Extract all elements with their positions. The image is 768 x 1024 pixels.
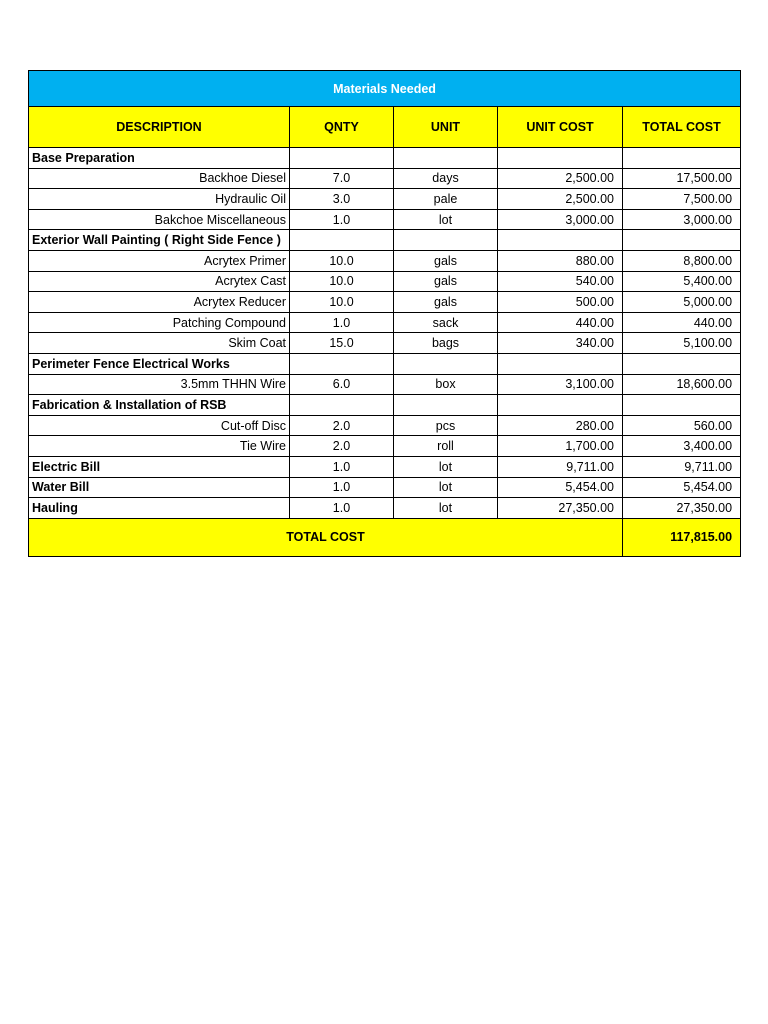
unit-cell: pale <box>394 189 498 210</box>
table-row <box>29 374 741 395</box>
total-label: TOTAL COST <box>29 518 623 556</box>
table-row <box>29 333 741 354</box>
desc-cell: Perimeter Fence Electrical Works <box>29 353 290 374</box>
qnty-cell: 10.0 <box>290 292 394 313</box>
desc-cell: Skim Coat <box>29 333 290 354</box>
desc-cell: Water Bill <box>29 477 290 498</box>
table-row <box>29 312 741 333</box>
unit-cost-cell <box>498 395 623 416</box>
total-cell: 5,400.00 <box>623 271 741 292</box>
total-cell: 27,350.00 <box>623 498 741 519</box>
total-cell: 18,600.00 <box>623 374 741 395</box>
table-row <box>29 168 741 189</box>
desc-cell: Exterior Wall Painting ( Right Side Fence ) <box>29 230 290 251</box>
unit-cell: roll <box>394 436 498 457</box>
section-row <box>29 148 741 169</box>
table-row <box>29 415 741 436</box>
total-cell: 9,711.00 <box>623 456 741 477</box>
section-row <box>29 230 741 251</box>
total-cell <box>623 395 741 416</box>
unit-cell: lot <box>394 498 498 519</box>
unit-cost-cell: 880.00 <box>498 250 623 271</box>
header-unit-cost: UNIT COST <box>498 107 623 148</box>
qnty-cell: 3.0 <box>290 189 394 210</box>
unit-cell <box>394 353 498 374</box>
unit-cost-cell: 27,350.00 <box>498 498 623 519</box>
section-row <box>29 498 741 519</box>
table-row <box>29 189 741 210</box>
unit-cell: days <box>394 168 498 189</box>
table-row <box>29 271 741 292</box>
unit-cell <box>394 230 498 251</box>
unit-cell: pcs <box>394 415 498 436</box>
unit-cost-cell <box>498 230 623 251</box>
qnty-cell: 1.0 <box>290 312 394 333</box>
section-row <box>29 477 741 498</box>
unit-cost-cell <box>498 353 623 374</box>
materials-table <box>28 70 741 557</box>
qnty-cell <box>290 353 394 374</box>
total-cell: 5,000.00 <box>623 292 741 313</box>
desc-cell: Backhoe Diesel <box>29 168 290 189</box>
total-cell: 3,000.00 <box>623 209 741 230</box>
total-cell: 5,100.00 <box>623 333 741 354</box>
unit-cost-cell: 3,000.00 <box>498 209 623 230</box>
desc-cell: Hydraulic Oil <box>29 189 290 210</box>
desc-cell: Tie Wire <box>29 436 290 457</box>
unit-cell: bags <box>394 333 498 354</box>
unit-cost-cell: 340.00 <box>498 333 623 354</box>
section-row <box>29 353 741 374</box>
unit-cell <box>394 395 498 416</box>
qnty-cell: 6.0 <box>290 374 394 395</box>
total-cell <box>623 148 741 169</box>
header-qnty: QNTY <box>290 107 394 148</box>
desc-cell: Hauling <box>29 498 290 519</box>
qnty-cell: 2.0 <box>290 436 394 457</box>
unit-cell <box>394 148 498 169</box>
total-cell: 3,400.00 <box>623 436 741 457</box>
desc-cell: Fabrication & Installation of RSB <box>29 395 290 416</box>
unit-cell: gals <box>394 271 498 292</box>
desc-cell: Base Preparation <box>29 148 290 169</box>
table-title: Materials Needed <box>29 71 741 107</box>
section-row <box>29 395 741 416</box>
section-row <box>29 456 741 477</box>
unit-cell: lot <box>394 456 498 477</box>
qnty-cell: 1.0 <box>290 456 394 477</box>
title-row <box>29 71 741 107</box>
table-row <box>29 209 741 230</box>
desc-cell: 3.5mm THHN Wire <box>29 374 290 395</box>
total-cell: 440.00 <box>623 312 741 333</box>
unit-cell: gals <box>394 292 498 313</box>
desc-cell: Acrytex Primer <box>29 250 290 271</box>
unit-cost-cell: 500.00 <box>498 292 623 313</box>
total-cell: 17,500.00 <box>623 168 741 189</box>
unit-cell: box <box>394 374 498 395</box>
desc-cell: Acrytex Reducer <box>29 292 290 313</box>
unit-cost-cell: 3,100.00 <box>498 374 623 395</box>
unit-cell: lot <box>394 209 498 230</box>
qnty-cell: 1.0 <box>290 209 394 230</box>
total-cell <box>623 230 741 251</box>
total-cell: 8,800.00 <box>623 250 741 271</box>
desc-cell: Cut-off Disc <box>29 415 290 436</box>
desc-cell: Acrytex Cast <box>29 271 290 292</box>
unit-cost-cell: 440.00 <box>498 312 623 333</box>
header-unit: UNIT <box>394 107 498 148</box>
qnty-cell: 7.0 <box>290 168 394 189</box>
total-cell: 7,500.00 <box>623 189 741 210</box>
unit-cost-cell: 540.00 <box>498 271 623 292</box>
unit-cost-cell: 1,700.00 <box>498 436 623 457</box>
unit-cell: sack <box>394 312 498 333</box>
unit-cost-cell: 280.00 <box>498 415 623 436</box>
qnty-cell: 10.0 <box>290 271 394 292</box>
table-row <box>29 292 741 313</box>
header-total-cost: TOTAL COST <box>623 107 741 148</box>
qnty-cell: 1.0 <box>290 477 394 498</box>
table-row <box>29 250 741 271</box>
header-description: DESCRIPTION <box>29 107 290 148</box>
total-row <box>29 518 741 556</box>
desc-cell: Electric Bill <box>29 456 290 477</box>
table-row <box>29 436 741 457</box>
qnty-cell: 1.0 <box>290 498 394 519</box>
qnty-cell: 10.0 <box>290 250 394 271</box>
qnty-cell: 2.0 <box>290 415 394 436</box>
desc-cell: Bakchoe Miscellaneous <box>29 209 290 230</box>
total-cell <box>623 353 741 374</box>
unit-cost-cell: 9,711.00 <box>498 456 623 477</box>
unit-cost-cell <box>498 148 623 169</box>
unit-cell: gals <box>394 250 498 271</box>
unit-cost-cell: 2,500.00 <box>498 168 623 189</box>
header-row <box>29 107 741 148</box>
desc-cell: Patching Compound <box>29 312 290 333</box>
unit-cost-cell: 5,454.00 <box>498 477 623 498</box>
total-cell: 5,454.00 <box>623 477 741 498</box>
unit-cell: lot <box>394 477 498 498</box>
qnty-cell <box>290 230 394 251</box>
qnty-cell <box>290 395 394 416</box>
qnty-cell: 15.0 <box>290 333 394 354</box>
qnty-cell <box>290 148 394 169</box>
total-cell: 560.00 <box>623 415 741 436</box>
unit-cost-cell: 2,500.00 <box>498 189 623 210</box>
total-value: 117,815.00 <box>623 518 741 556</box>
